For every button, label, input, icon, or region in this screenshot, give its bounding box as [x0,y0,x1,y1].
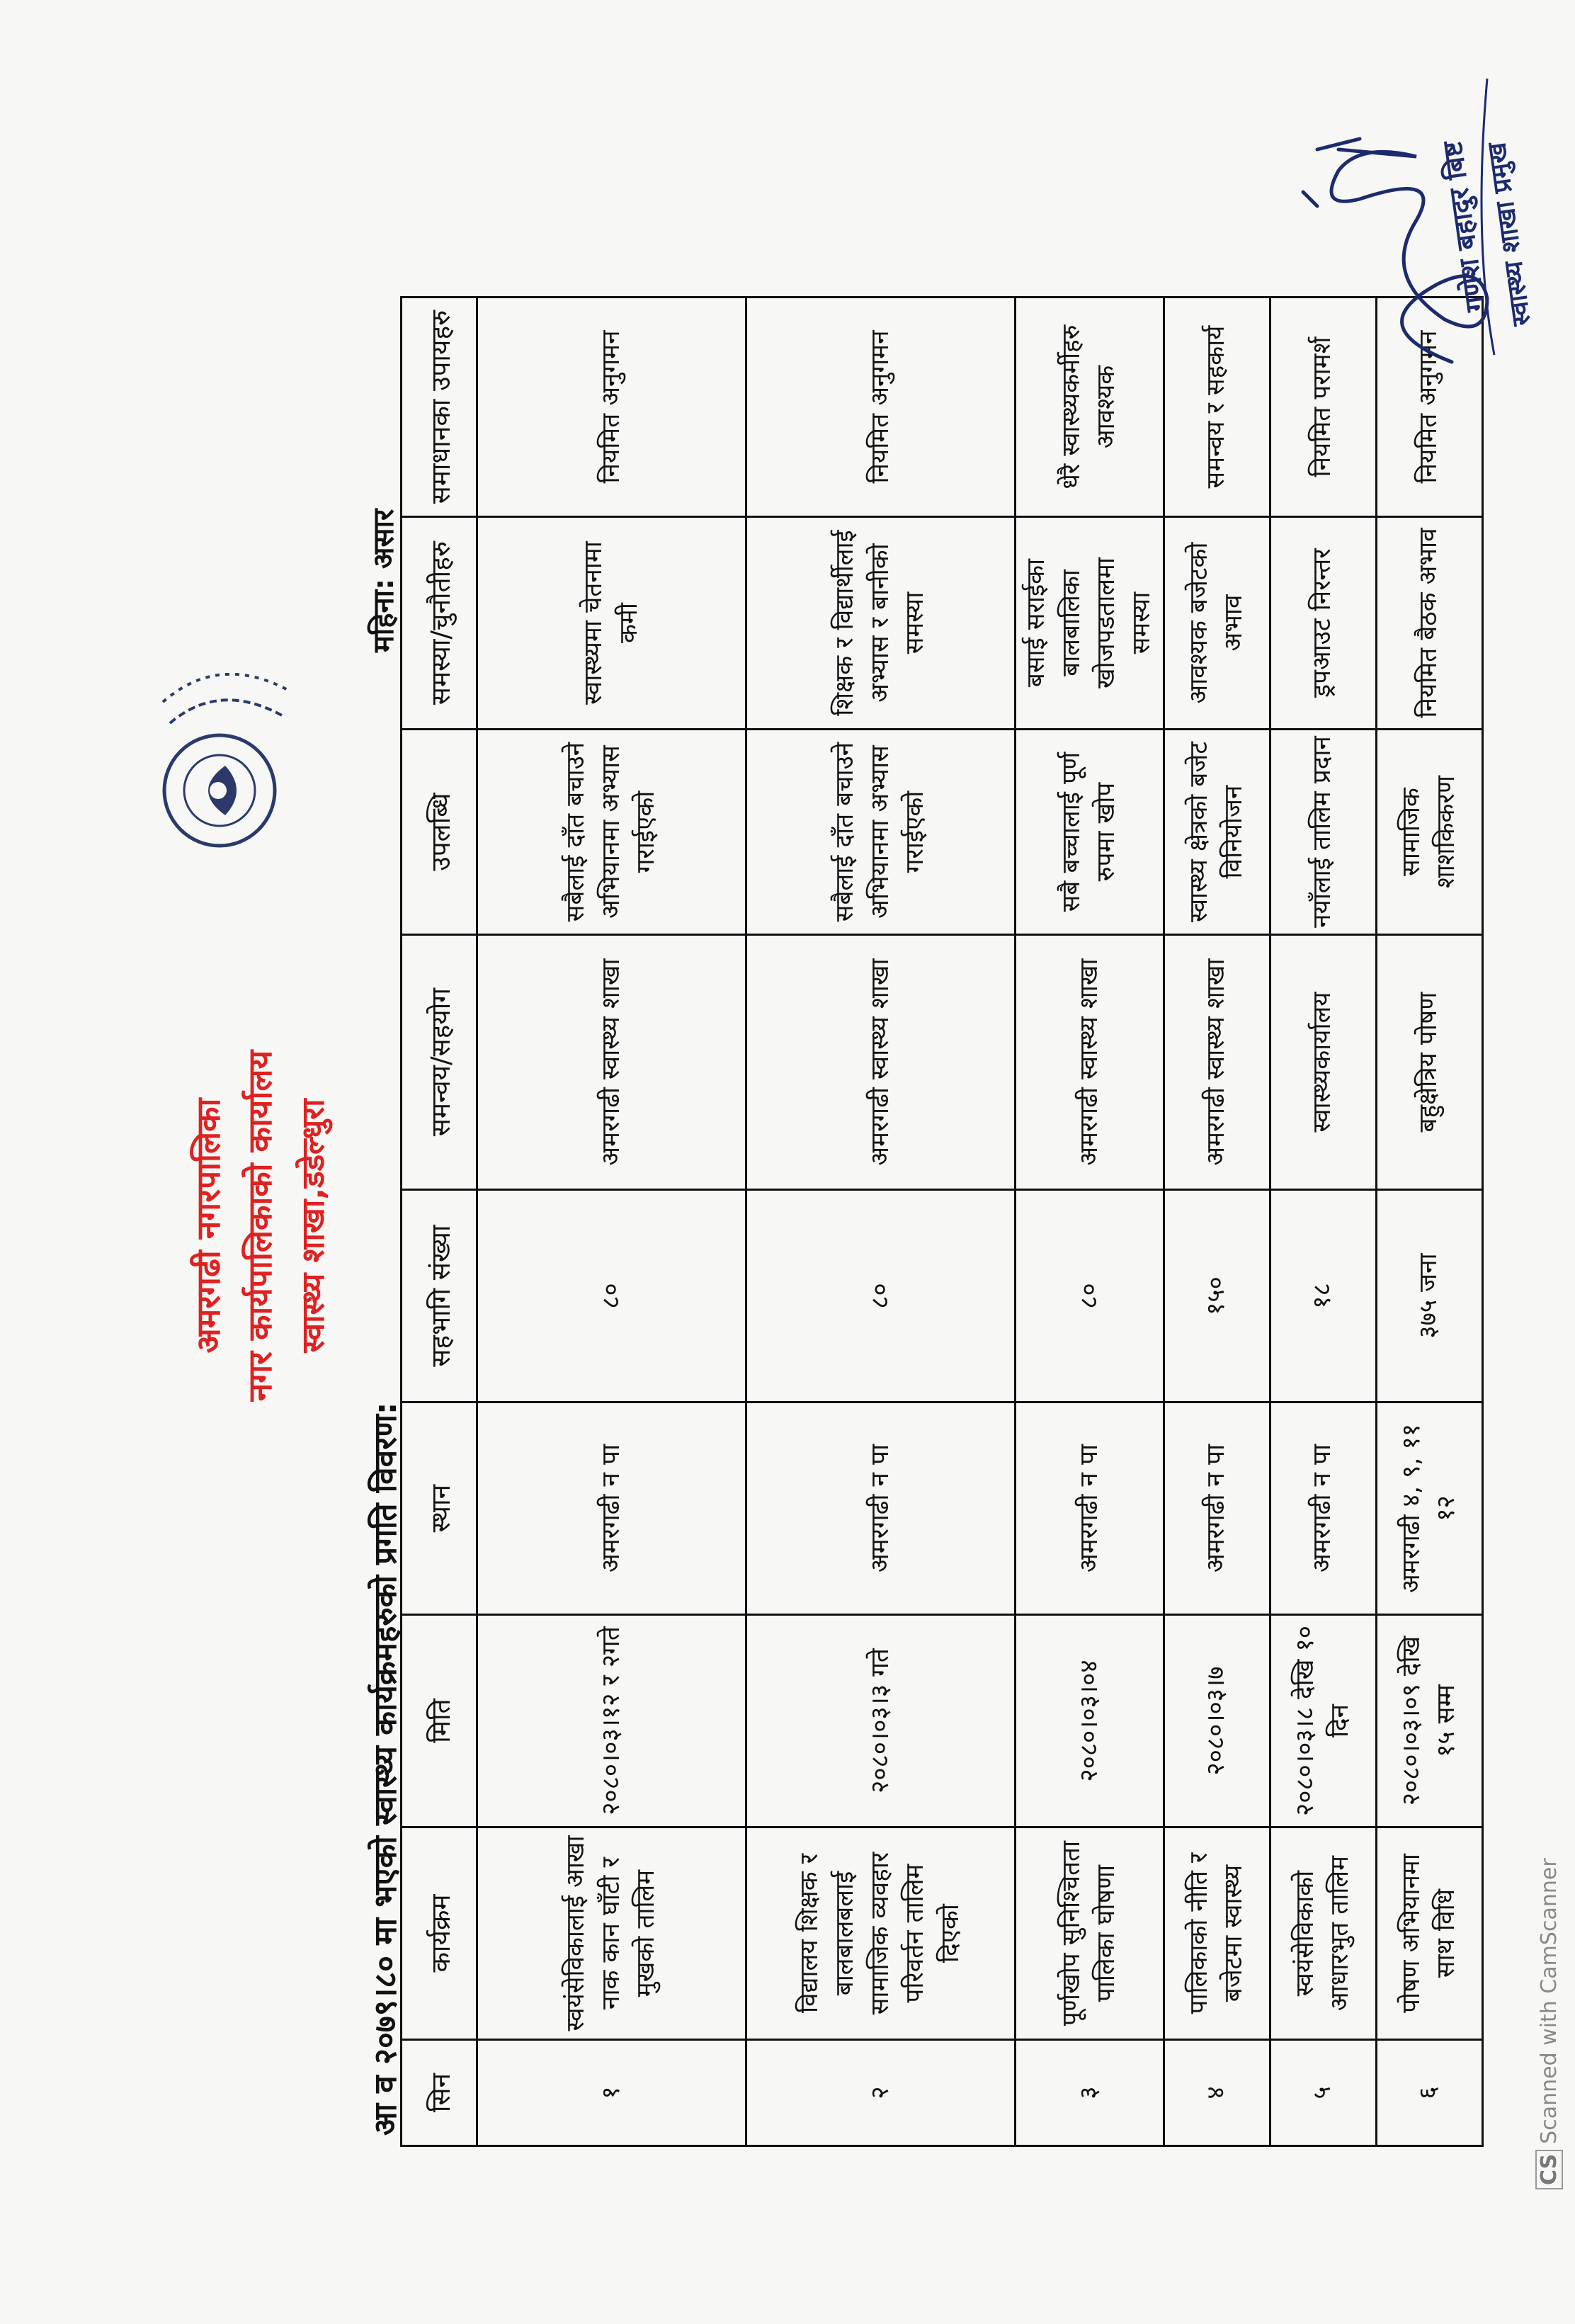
table-row [746,297,1016,2146]
cell-place: अमरगढी न पा [1164,1402,1270,1615]
cell-coordination: अमरगढी स्वास्थ्य शाखा [1016,935,1164,1190]
cell-solution: धेरै स्वास्थ्यकर्मीहरु आवश्यक [1016,297,1164,517]
cell-date: २०८०।०३।८ देखि १० दिन [1270,1615,1376,1827]
cell-date: २०८०।०३।७ [1164,1615,1270,1827]
table-row [1164,297,1270,2146]
cell-sn: १ [477,2040,746,2146]
cell-achievement: सामाजिक शाशकिकरण [1376,730,1482,935]
office-name: नगर कार्यपालिकाको कार्यालय [241,1050,279,1402]
cell-solution: नियमित अनुगमन [1376,297,1482,517]
cell-sn: ३ [1016,2040,1164,2146]
cell-participants: ३७५ जना [1376,1190,1482,1402]
cell-sn: ४ [1164,2040,1270,2146]
cell-solution: नियमित परामर्श [1270,297,1376,517]
cell-participants: ८० [746,1190,1016,1402]
cell-problem: ड्रपआउट निरन्तर [1270,517,1376,730]
cell-sn: ६ [1376,2040,1482,2146]
cell-program: स्वयंसेविकालाई आखा नाक कान घाँटी र मुखको तालिम [477,1827,746,2040]
scanner-watermark [1535,1858,1563,2189]
signatory-name: गणेश बहादुर बिष्ट [1436,139,1491,314]
cell-problem: नियमित बैठक अभाव [1376,517,1482,730]
cell-problem: शिक्षक र विद्यार्थीलाई अभ्यास र बानीको समस्या [746,517,1016,730]
cell-participants: १५० [1164,1190,1270,1402]
branch-name: स्वास्थ्य शाखा,डडेल्धुरा [295,1099,331,1353]
municipality-seal-logo [142,645,305,858]
cell-participants: १८ [1270,1190,1376,1402]
cell-coordination: अमरगढी स्वास्थ्य शाखा [1164,935,1270,1190]
cell-coordination: बहुक्षेत्रिय पोषण [1376,935,1482,1190]
cell-program: पूर्णखोप सुनिश्चितता पालिका घोषणा [1016,1827,1164,2040]
cell-solution: नियमित अनुगमन [746,297,1016,517]
cell-coordination: अमरगढी स्वास्थ्य शाखा [746,935,1016,1190]
cell-achievement: सबैलाई दाँत बचाउने अभियानमा अभ्यास गराईएको [746,730,1016,935]
cell-problem: बसाई सराईका बालबालिका खोजपडतालमा समस्या [1016,517,1164,730]
cell-place: अमरगढी न पा [477,1402,746,1615]
cell-coordination: अमरगढी स्वास्थ्य शाखा [477,935,746,1190]
cell-solution: नियमित अनुगमन [477,297,746,517]
cell-place: अमरगढी न पा [1270,1402,1376,1615]
col-header-sn: सिन [402,2040,477,2146]
cell-sn: २ [746,2040,1016,2146]
cell-coordination: स्वास्थ्यकार्यालय [1270,935,1376,1190]
cell-solution: समन्वय र सहकार्य [1164,297,1270,517]
col-header-problem: समस्या/चुनौतीहरु [402,517,477,730]
cell-problem: आवश्यक बजेटको अभाव [1164,517,1270,730]
table-row [477,297,746,2146]
org-name: अमरगढी नगरपालिका [189,1098,227,1354]
cell-date: २०८०।०३।०४ [1016,1615,1164,1827]
cell-achievement: सबै बच्चालाई पूर्ण रुपमा खोप [1016,730,1164,935]
cell-place: अमरगढी न पा [1016,1402,1164,1615]
cell-date: २०८०।०३।३ गते [746,1615,1016,1827]
col-header-coordination: समन्वय/सहयोग [402,935,477,1190]
progress-table [400,296,1484,2147]
col-header-achievement: उपलब्धि [402,730,477,935]
col-header-program: कार्यक्रम [402,1827,477,2040]
col-header-solution: समाधानका उपायहरु [402,297,477,517]
col-header-place: स्थान [402,1402,477,1615]
cell-program: स्वयंसेविकाको आधारभुत तालिम [1270,1827,1376,2040]
col-header-participants: सहभागि संख्या [402,1190,477,1402]
cell-date: २०८०।०३।०९ देखि १५ सम्म [1376,1615,1482,1827]
cell-sn: ५ [1270,2040,1376,2146]
table-row [1016,297,1164,2146]
table-row [1376,297,1482,2146]
table-header-row [402,297,477,2146]
cell-program: पालिकाको नीति र बजेटमा स्वास्थ्य [1164,1827,1270,2040]
camscanner-badge-icon: CS [1535,2150,1563,2189]
cell-achievement: स्वास्थ्य क्षेत्रको बजेट विनियोजन [1164,730,1270,935]
cell-place: अमरगढी ४, ९, ११ १२ [1376,1402,1482,1615]
cell-participants: ८० [1016,1190,1164,1402]
cell-achievement: सबैलाई दाँत बचाउने अभियानमा अभ्यास गराईएको [477,730,746,935]
table-row [1270,297,1376,2146]
cell-problem: स्वास्थ्यमा चेतनामा कमी [477,517,746,730]
cell-program: पोषण अभियानमा साथ विधि [1376,1827,1482,2040]
cell-achievement: नयाँलाई तालिम प्रदान [1270,730,1376,935]
signatory-role: स्वास्थ्य शाखा प्रमुख [1482,140,1537,328]
col-header-date: मिति [402,1615,477,1827]
cell-place: अमरगढी न पा [746,1402,1016,1615]
cell-program: विद्यालय शिक्षक र बालबालबलाई सामाजिक व्यवहार परिवर्तन तालिम दिएको [746,1827,1016,2040]
scanner-watermark-text: Scanned with CamScanner [1537,1858,1562,2144]
report-title: आ व २०७९।८० मा भएको स्वास्थ्य कार्यक्रमहरुको प्रगति विवरण: [368,1402,404,2136]
cell-date: २०८०।०३।१२ र २गते [477,1615,746,1827]
month-label: महिना: असार [368,509,400,652]
cell-participants: ८० [477,1190,746,1402]
